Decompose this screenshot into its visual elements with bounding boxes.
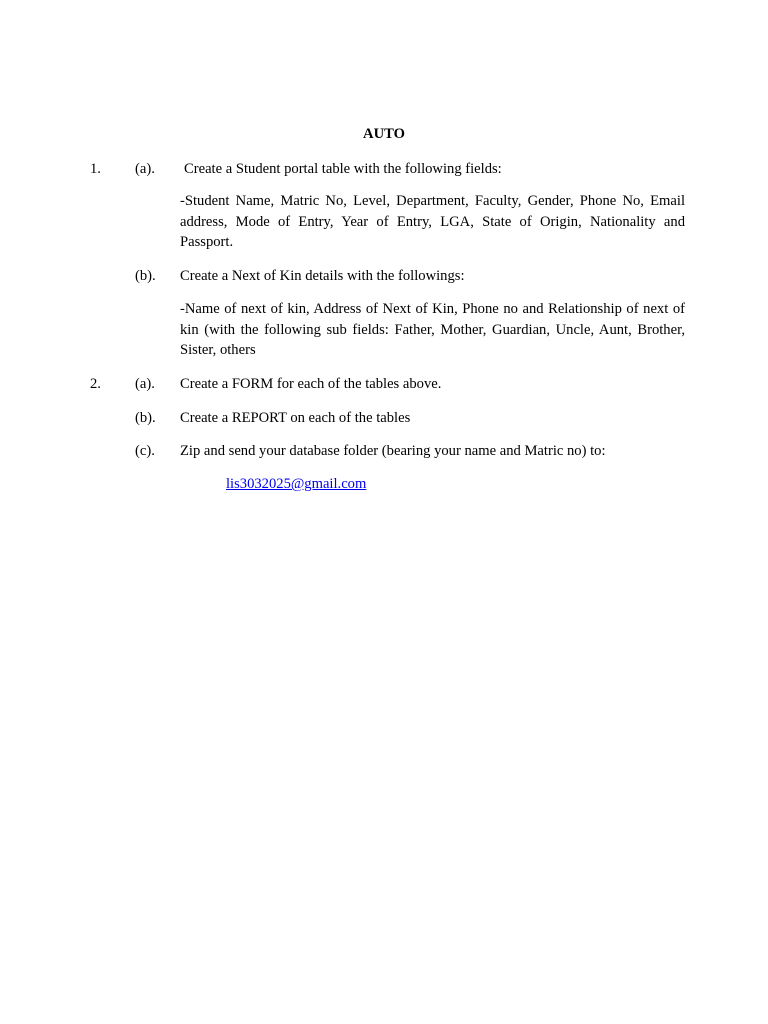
- question-2c-label: (c).: [135, 443, 155, 459]
- question-1b-fields: -Name of next of kin, Address of Next of Kin, Phone no and Relationship of next of kin (with the following sub fields: Father, Mother, Guardian, Uncle, Aunt, Brother, Sister, others: [180, 301, 685, 359]
- question-1a-fields: -Student Name, Matric No, Level, Department, Faculty, Gender, Phone No, Email address, Mode of Entry, Year of Entry, LGA, State of Origin, Nationality and Passport.: [180, 193, 685, 251]
- question-2-number: 2.: [90, 376, 101, 392]
- question-2a-text: Create a FORM for each of the tables above.: [180, 376, 442, 392]
- question-2c-text: Zip and send your database folder (bearing your name and Matric no) to:: [180, 443, 606, 459]
- question-2b-text: Create a REPORT on each of the tables: [180, 410, 411, 426]
- email-link[interactable]: lis3032025@gmail.com: [226, 476, 367, 492]
- question-2b-label: (b).: [135, 410, 156, 426]
- question-1-number: 1.: [90, 161, 101, 177]
- question-1b-label: (b).: [135, 268, 156, 284]
- question-1a-text: Create a Student portal table with the following fields:: [184, 161, 502, 177]
- question-1a-label: (a).: [135, 161, 155, 177]
- document-title: AUTO: [363, 126, 405, 142]
- question-2a-label: (a).: [135, 376, 155, 392]
- question-1b-text: Create a Next of Kin details with the followings:: [180, 268, 465, 284]
